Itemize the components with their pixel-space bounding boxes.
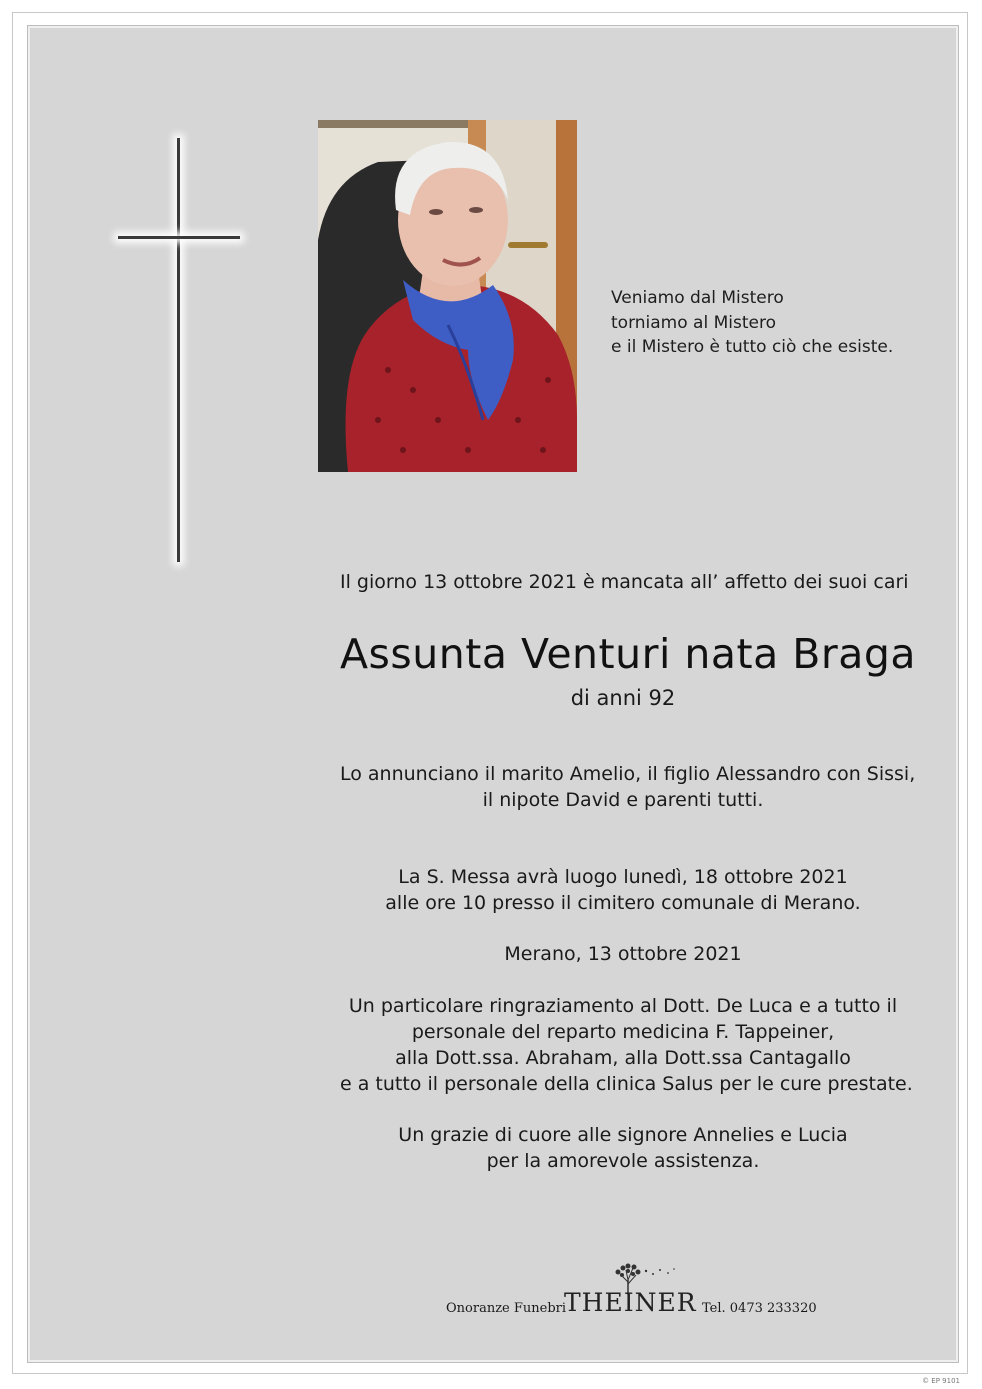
thanks-line: Un particolare ringraziamento al Dott. De Luca e a tutto il	[348, 995, 898, 1017]
deceased-age: di anni 92	[570, 686, 676, 710]
footer-brand: THEINER	[564, 1288, 697, 1317]
cross-icon-bar	[118, 236, 240, 239]
quote-line: e il Mistero è tutto ciò che esiste.	[611, 337, 894, 357]
quote-line: Veniamo dal Mistero	[611, 288, 784, 308]
thanks-paragraph-2	[340, 1122, 906, 1174]
thanks-line: per la amorevole assistenza.	[486, 1150, 760, 1172]
thanks-line: personale del reparto medicina F. Tappeiner,	[411, 1021, 835, 1043]
portrait-photo	[318, 120, 577, 472]
place-date: Merano, 13 ottobre 2021	[504, 943, 742, 965]
footer-phone: Tel. 0473 233320	[702, 1301, 817, 1316]
thanks-line: Un grazie di cuore alle signore Annelies e Lucia	[398, 1124, 848, 1146]
announcement	[340, 761, 916, 813]
quote-line: torniamo al Mistero	[611, 312, 776, 333]
mass-info	[340, 864, 906, 916]
announcement-line: Lo annunciano il marito Amelio, il figlio Alessandro con Sissi,	[340, 763, 916, 785]
announcement-line: il nipote David e parenti tutti.	[482, 789, 764, 811]
cross-icon	[177, 138, 180, 562]
deceased-name: Assunta Venturi nata Braga	[340, 630, 916, 678]
intro-text: Il giorno 13 ottobre 2021 è mancata all’ affetto dei suoi cari	[340, 571, 909, 593]
thanks-paragraph	[340, 993, 913, 1097]
mass-line: alle ore 10 presso il cimitero comunale di Merano.	[385, 892, 861, 914]
quote-verse	[611, 286, 931, 360]
print-code: © EP 9101	[922, 1377, 960, 1385]
thanks-line: e a tutto il personale della clinica Salus per le cure prestate.	[340, 1073, 913, 1095]
funeral-home-footer	[446, 1290, 826, 1324]
mass-line: La S. Messa avrà luogo lunedì, 18 ottobre 2021	[398, 866, 848, 888]
thanks-line: alla Dott.ssa. Abraham, alla Dott.ssa Cantagallo	[395, 1047, 851, 1069]
footer-left-text: Onoranze Funebri	[446, 1301, 567, 1316]
